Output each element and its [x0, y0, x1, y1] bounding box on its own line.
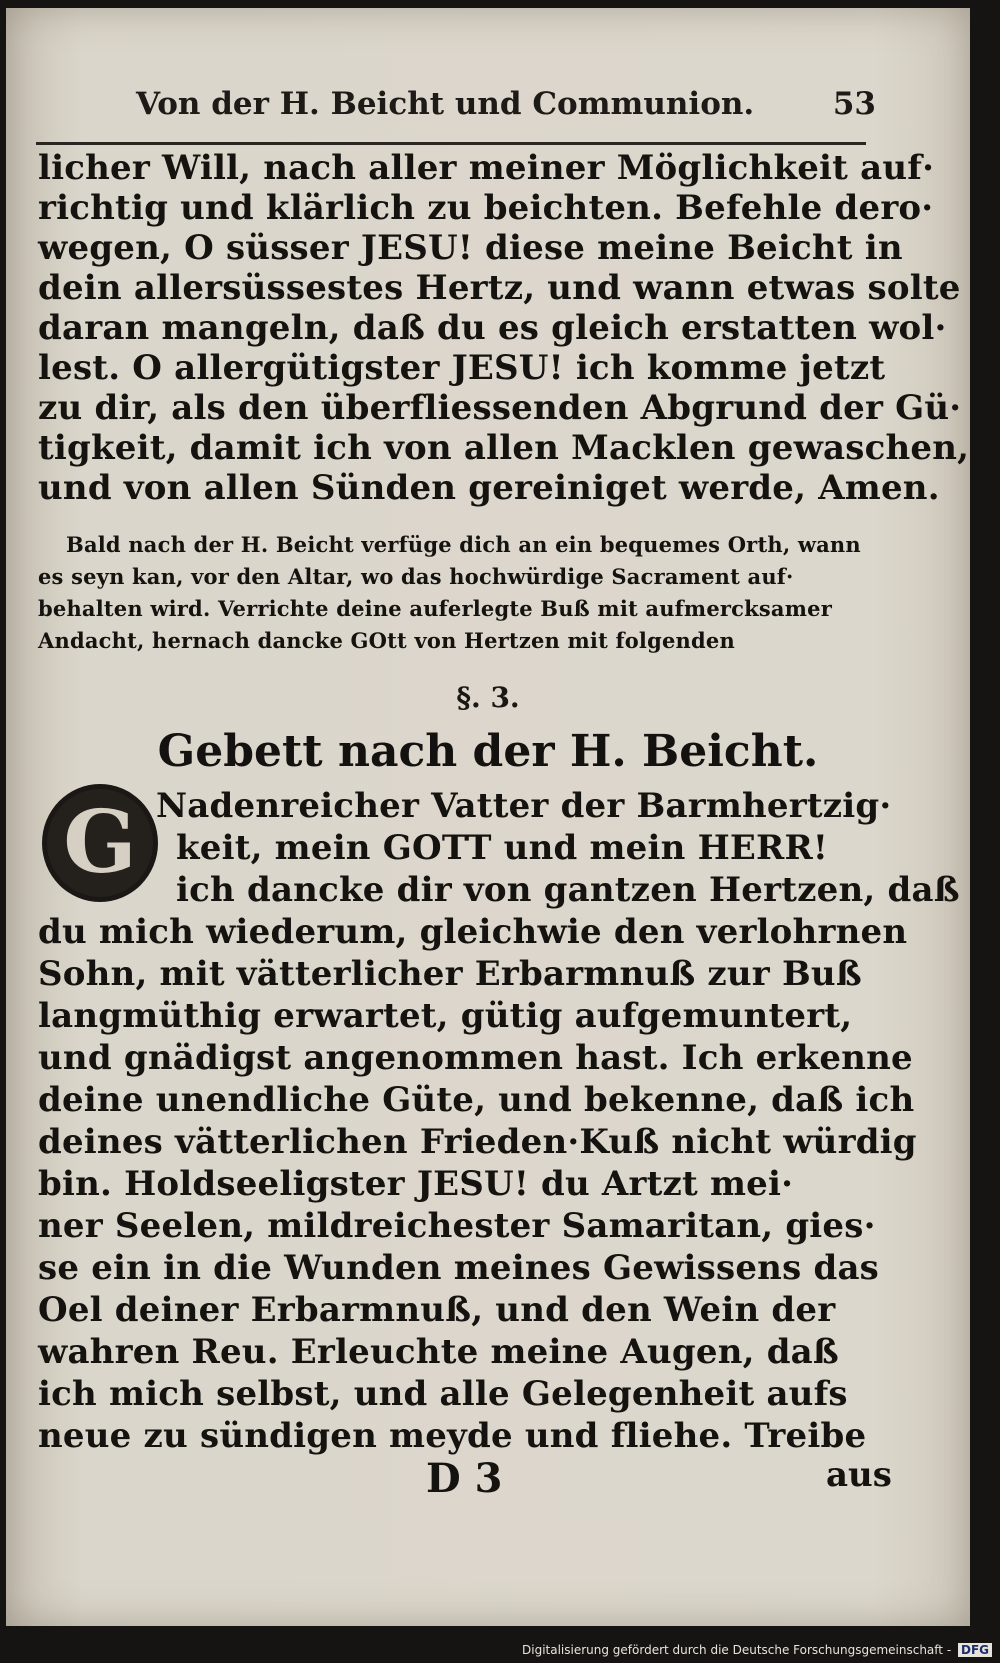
book-page	[6, 8, 970, 1626]
digitization-footer	[522, 1643, 992, 1657]
rubric-line: Andacht, hernach dancke GOtt von Hertzen mit folgenden	[38, 628, 735, 653]
drop-cap-initial: G	[42, 784, 158, 902]
text-line: langmüthig erwartet, gütig aufgemuntert,	[38, 996, 853, 1036]
section-mark: §. 3.	[456, 681, 520, 714]
section-heading: Gebett nach der H. Beicht.	[157, 726, 819, 777]
header-rule	[36, 142, 866, 145]
text-line: wahren Reu. Erleuchte meine Augen, daß	[38, 1332, 839, 1372]
text-line: se ein in die Wunden meines Gewissens das	[38, 1248, 880, 1288]
text-line: dein allersüssestes Hertz, und wann etwas solte	[38, 268, 961, 308]
text-line: keit, mein GOTT und mein HERR!	[176, 828, 829, 868]
running-header	[136, 86, 876, 136]
text-line: Nadenreicher Vatter der Barmhertzig·	[156, 786, 892, 826]
page-number: 53	[832, 86, 876, 122]
signature-mark: D 3	[426, 1455, 503, 1502]
text-line: deine unendliche Güte, und bekenne, daß ich	[38, 1080, 915, 1120]
rubric-line: es seyn kan, vor den Altar, wo das hochwürdige Sacrament auf·	[38, 564, 794, 589]
running-title: Von der H. Beicht und Communion.	[136, 86, 755, 122]
text-line: wegen, O süsser JESU! diese meine Beicht in	[38, 228, 903, 268]
text-line: und gnädigst angenommen hast. Ich erkenne	[38, 1038, 913, 1078]
text-line: deines vätterlichen Frieden·Kuß nicht würdig	[38, 1122, 917, 1162]
text-line: zu dir, als den überfliessenden Abgrund der Gü·	[38, 388, 962, 428]
rubric-line: Bald nach der H. Beicht verfüge dich an ein bequemes Orth, wann	[66, 532, 861, 557]
text-line: Oel deiner Erbarmnuß, und den Wein der	[38, 1290, 836, 1330]
text-line: du mich wiederum, gleichwie den verlohrnen	[38, 912, 908, 952]
text-line: tigkeit, damit ich von allen Macklen gewaschen,	[38, 428, 970, 468]
text-line: und von allen Sünden gereiniget werde, Amen.	[38, 468, 940, 508]
text-line: Sohn, mit vätterlicher Erbarmnuß zur Buß	[38, 954, 862, 994]
dfg-logo: DFG	[958, 1643, 992, 1657]
text-line: richtig und klärlich zu beichten. Befehle dero·	[38, 188, 934, 228]
text-line: neue zu sündigen meyde und fliehe. Treibe	[38, 1416, 867, 1456]
text-line: ner Seelen, mildreichester Samaritan, gies·	[38, 1206, 876, 1246]
text-line: ich dancke dir von gantzen Hertzen, daß	[176, 870, 960, 910]
text-line: ich mich selbst, und alle Gelegenheit aufs	[38, 1374, 848, 1414]
catchword: aus	[826, 1455, 892, 1495]
text-line: licher Will, nach aller meiner Möglichkeit auf·	[38, 148, 935, 188]
text-line: lest. O allergütigster JESU! ich komme jetzt	[38, 348, 886, 388]
text-line: bin. Holdseeligster JESU! du Artzt mei·	[38, 1164, 794, 1204]
text-line: daran mangeln, daß du es gleich erstatten wol·	[38, 308, 947, 348]
rubric-line: behalten wird. Verrichte deine auferlegte Buß mit aufmercksamer	[38, 596, 832, 621]
footer-text: Digitalisierung gefördert durch die Deutsche Forschungsgemeinschaft -	[522, 1643, 952, 1657]
